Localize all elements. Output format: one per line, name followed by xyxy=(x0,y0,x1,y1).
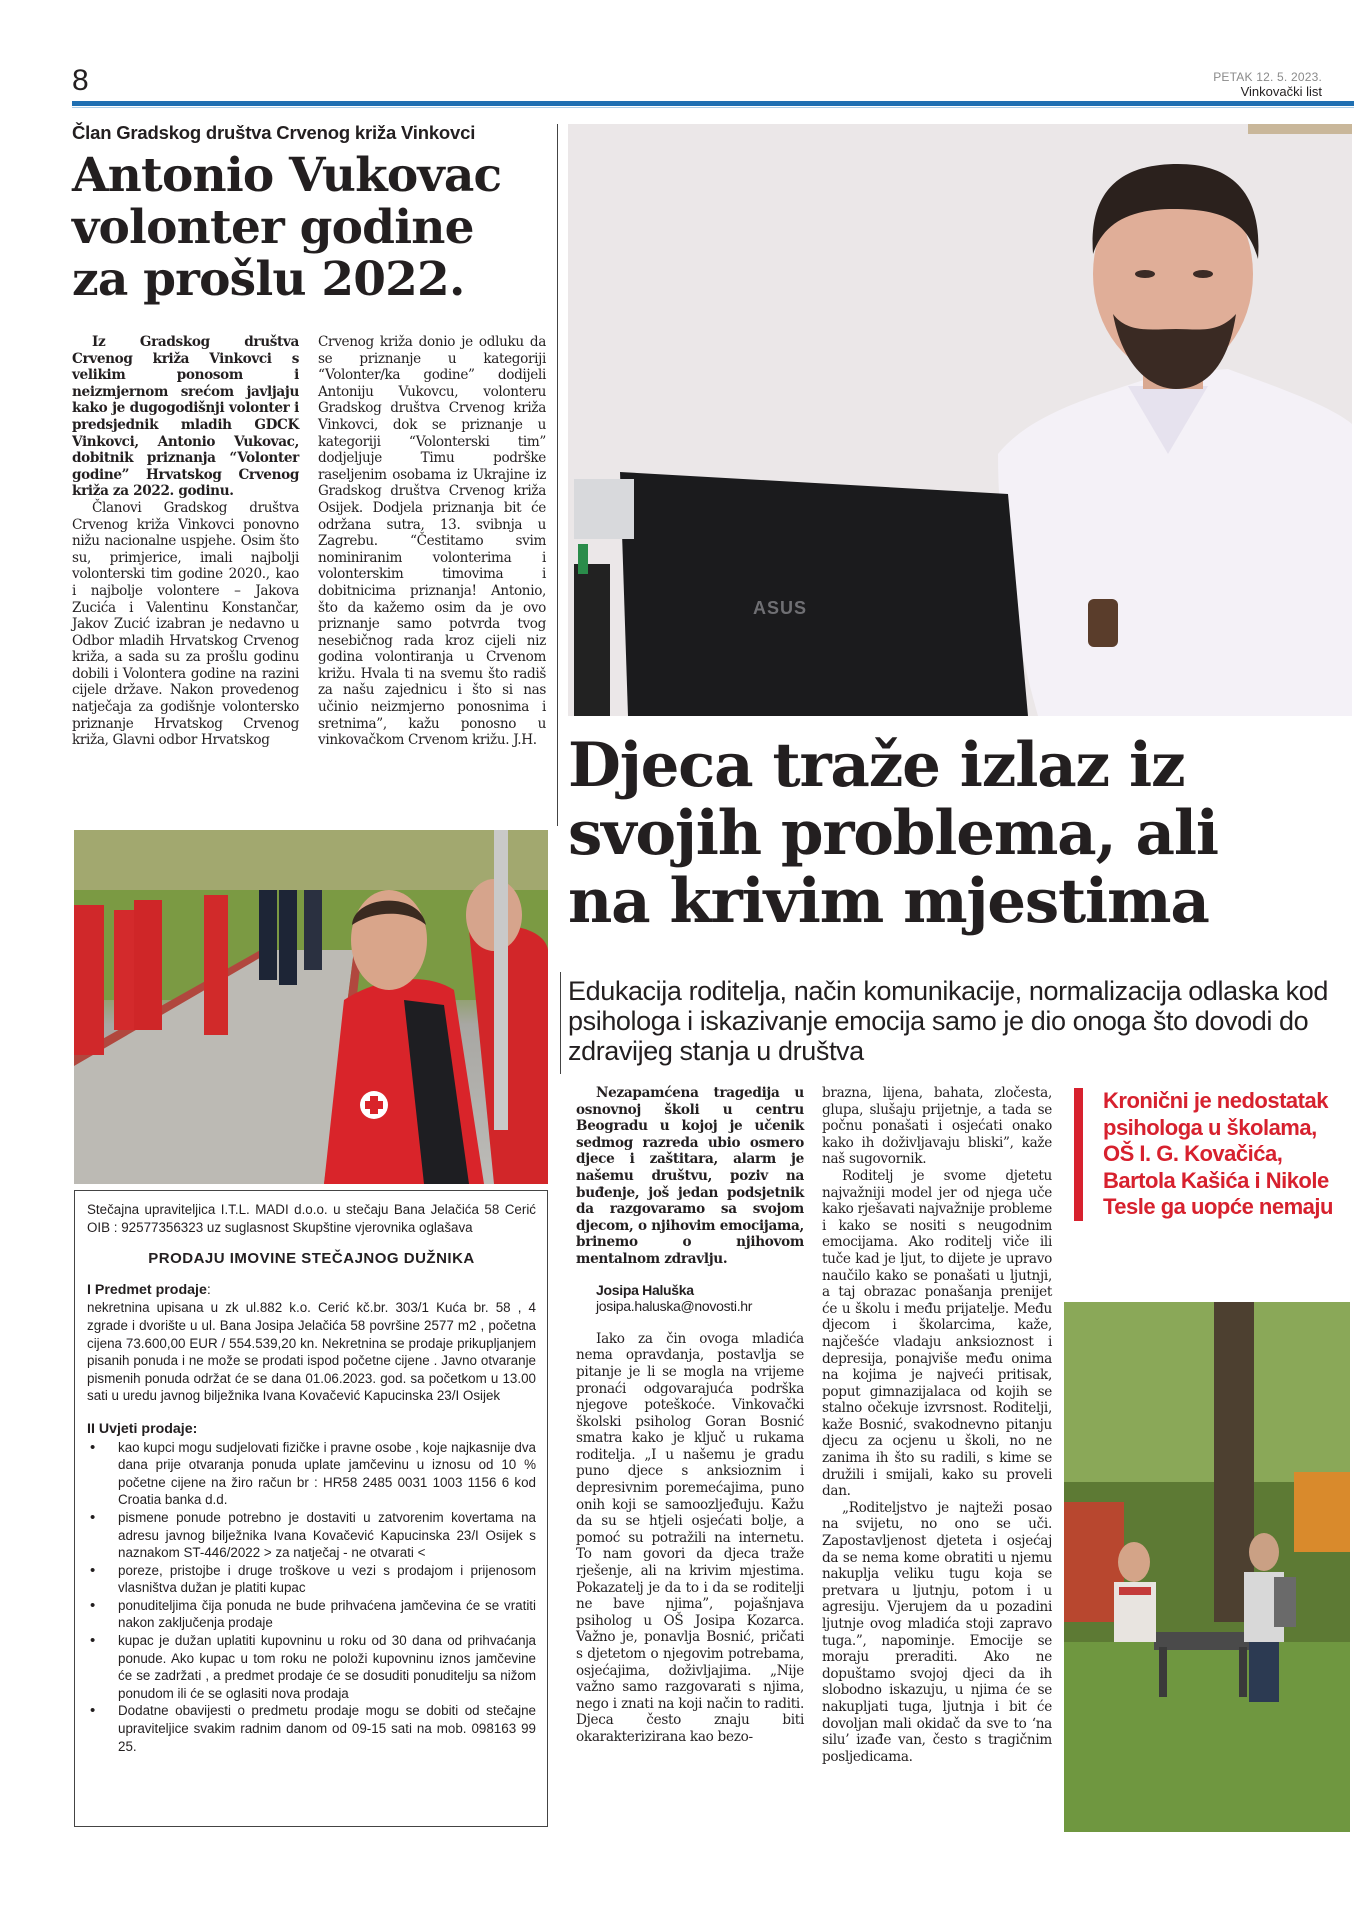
article2-column-2 xyxy=(822,1085,1052,1765)
author-name: Josipa Haluška xyxy=(596,1281,694,1298)
header-rule-thin xyxy=(72,107,1354,108)
headline-line: volonter godine xyxy=(72,200,474,255)
author-email[interactable]: josipa.haluska@novosti.hr xyxy=(596,1298,753,1315)
ad-conditions-list xyxy=(87,1439,536,1756)
svg-text:ASUS: ASUS xyxy=(753,598,808,618)
publication-name: Vinkovački list xyxy=(1240,84,1322,99)
park-photo xyxy=(1064,1302,1350,1832)
ad-section2-title: II Uvjeti prodaje: xyxy=(87,1420,198,1437)
ad-condition-item: • poreze, pristojbe i druge troškove u vezi s prodajom i prijenosom vlasništva dužan je platiti kupac xyxy=(87,1562,536,1597)
article2-lead: Nezapamćena tragedija u osnovnoj školi u centru Beogradu u kojoj je učenik sedmog razreda ubio osmero djece i zaštitara, alarm je našemu društvu, poziv na buđenje, još jedan podsjetnik da razgovaramo sa svojom djecom, o njihovim emocijama, brinemo o njihovom mentalnom zdravlju. xyxy=(576,1085,804,1267)
article1-column-1 xyxy=(72,334,299,749)
headline-line: Djeca traže izlaz iz xyxy=(568,730,1185,801)
volunteers-photo xyxy=(74,830,548,1184)
ad-condition-item: • kao kupci mogu sudjelovati fizičke i pravne osobe , koje najkasnije dva dana prije otvaranja ponuda uplate jamčevinu u iznosu od 10 % početne cijene na žiro račun br : HR58 2485 0031 1003 1156 6 kod Croatia banka d.d. xyxy=(87,1439,536,1509)
article1-paragraph: Crvenog križa donio je odluku da se priznanje u kategoriji “Volonter/ka godine” dodijeli Antoniju Vukovcu, volonteru Gradskog društva Crvenog križa Vinkovci, dok se priznanje u kategoriji “Volonterski tim” dodjeljuje Timu podrške raseljenim osobama iz Ukrajine iz Gradskog društva Crvenog križa Osijek. Dodjela priznanja bit će održana sutra, 13. svibnja u Zagrebu. “Čestitamo svim nominiranim volonterima i volonterskim timovima i dobitnicima priznanja! Antonio, što da kažemo osim da je ovo priznanje samo potvrda tvog nesebičnog rada kroz cijeli niz godina volontiranja u Crvenom križu. Hvala ti na svemu što radiš za našu zajednicu i što si nas učinio neizmjerno ponosnima i sretnima”, kažu ponosno u vinkovačkom Crvenom križu. J.H. xyxy=(318,334,546,749)
ad-condition-item: • pismene ponude potrebno je dostaviti u zatvorenim kovertama na adresu javnog bilježnika Ivana Kovačević Kapucinska 23/I Osijek s naznakom ST-446/2022 > za natječaj - ne otvarati < xyxy=(87,1509,536,1562)
park-photo-illustration xyxy=(1064,1302,1350,1832)
article1-headline xyxy=(72,150,562,306)
issue-date: PETAK 12. 5. 2023. xyxy=(1213,70,1322,84)
headline-line: na krivim mjestima xyxy=(568,866,1209,937)
legal-notice-ad xyxy=(74,1190,548,1827)
article1-paragraph: Članovi Gradskog društva Crvenog križa Vinkovci ponovno nižu nacionalne uspjehe. Osim što su, primjerice, imali najbolji volonterski tim godine 2020., kao i najbolje volontere – Jakova Zucića i Valentinu Konstančar, Jakov Zucić izabran je nedavno u Odbor mladih Hrvatskog Crvenog križa, a sada su za prošlu godinu dobili i Volontera godine na razini cijele države. Nakon provedenog natječaja za godišnje volontersko priznanje Hrvatskog Crvenog križa, Glavni odbor Hrvatskog xyxy=(72,499,299,749)
headline-line: svojih problema, ali xyxy=(568,798,1218,869)
portrait-photo xyxy=(568,124,1352,716)
headline-line: za prošlu 2022. xyxy=(72,252,465,307)
article2-subheadline: Edukacija roditelja, način komunikacije, normalizacija odlaska kod psihologa i iskazivanje emocija samo je dio onoga što dovodi do zdravijeg stanja u društva xyxy=(568,976,1329,1066)
ad-section1-text: nekretnina upisana u zk ul.882 k.o. Cerić kč.br. 303/1 Kuća br. 58 , 4 zgrade i dvorište u ul. Bana Josipa Jelačića 58 površine 2577 m2 , početna cijena 73.600,00 EUR / 554.539,20 kn. Nekretnina se prodaje prikupljanjem pisanih ponuda i ne može se prodati ispod početne cijene . Javno otvaranje pismenih ponuda održat će se dana 01.06.2023. god. sa početkom u 13.00 sati u uredu javnog bilježnika Ivana Kovačević Kapucinska 23/I Osijek xyxy=(87,1300,536,1404)
article1-column-2 xyxy=(318,334,546,749)
ad-condition-item: • Dodatne obavijesti o predmetu prodaje mogu se dobiti od stečajne upraviteljice svakim radnim danom od 09-15 sati na mob. 098163 99 25. xyxy=(87,1702,536,1755)
ad-section1-title xyxy=(87,1282,536,1300)
article1-kicker: Član Gradskog društva Crvenog križa Vinkovci xyxy=(72,122,476,143)
headline-line: Antonio Vukovac xyxy=(72,148,502,203)
masthead-info xyxy=(1213,70,1322,100)
ad-condition-item: • kupac je dužan uplatiti kupovninu u roku od 30 dana od prihvaćanja ponude. Ako kupac u tom roku ne položi kupovninu iznos jamčevine će se zadržati , a predmet prodaje će se dosuditi ponuditelju sa nižom ponudom ili će se oglasiti nova prodaja xyxy=(87,1632,536,1702)
article2-headline xyxy=(568,732,1354,936)
header-rule xyxy=(72,101,1354,106)
article2-paragraph: brazna, lijena, bahata, zločesta, glupa, slušaju prijetnje, a tada se počnu ponašati i osjećati onako kako ih doživljavaju bliski”, kaže naš sugovornik. xyxy=(822,1085,1052,1168)
ad-title: PRODAJU IMOVINE STEČAJNOG DUŽNIKA xyxy=(148,1250,475,1268)
volunteers-photo-illustration xyxy=(74,830,548,1184)
portrait-photo-illustration xyxy=(568,124,1352,716)
article1-lead: Iz Gradskog društva Crvenog križa Vinkovci s velikim ponosom i neizmjernom srećom javljaju kako je dugogodišnji volonter i predsjednik mladih GDCK Vinkovci, Antonio Vukovac, dobitnik priznanja “Volonter godine” Hrvatskog Crvenog križa za 2022. godinu. xyxy=(72,334,299,500)
ad-intro: Stečajna upraviteljica I.T.L. MADI d.o.o. u stečaju Bana Jelačića 58 Cerić OIB : 92577356323 uz suglasnost Skupštine vjerovnika oglašava xyxy=(87,1202,536,1235)
ad-section1-title-text: I Predmet prodaje xyxy=(87,1281,207,1298)
ad-condition-item: • ponuditeljima čija ponuda ne bude prihvaćena jamčevina će se vratiti nakon zaključenja prodaje xyxy=(87,1597,536,1632)
article2-paragraph: Iako za čin ovoga mladića nema opravdanja, postavlja se pitanje je li se mogla na vrijeme pronaći odgovarajuća podrška njegove poteškoće. Vinkovački školski psiholog Goran Bosnić smatra kako je ključ u rukama roditelja. „I u našemu je gradu puno djece s anksioznim i depresivnim poremećajima, puno onih koji se samoozljeđuju. Kažu da su se htjeli osjećati bolje, a pomoć su potražili na internetu. To nam govori da djeca traže rješenje, ali na krivim mjestima. Pokazatelj je da to i da se roditelji ne bave njima”, pojašnjava psiholog u OŠ Josipa Kozarca. Važno je, ponavlja Bosnić, pričati s djetetom o njegovim potrebama, osjećajima, doživljajima. „Nije važno samo razgovarati s njima, nego i znati na koji način to raditi. Djeca često znaju biti okarakterizirana kao bezo- xyxy=(576,1330,804,1745)
ad-section1-colon: : xyxy=(206,1281,211,1298)
subhead-divider xyxy=(560,972,561,1074)
pull-quote: Kronični je nedostatak psihologa u školama, OŠ I. G. Kovačića, Bartola Kašića i Nikole Tesle ga uopće nemaju xyxy=(1074,1088,1344,1221)
article2-paragraph: Roditelj je svome djetetu najvažniji model jer od njega uče kako rješavati najvažnije probleme i kako se nositi s neugodnim emocijama. Ako roditelj viče ili tuče kad je ljut, to dijete je upravo naučilo kako se ponašati u ljutnji, a taj obrazac ponašanja prenijet će u školu i među prijatelje. Među djecom i školarcima, kaže, najčešće vladaju anksioznost i depresija, ponajviše među onima na kojima je najveći pritisak, poput gimnazijalaca od kojih se stalno očekuje izvrsnost. Roditelji, kaže Bosnić, svakodnevno pitanju djecu za ocjenu u školi, no ne zanima ih što su radili, s kime se družili i smijali, kako su proveli dan. xyxy=(822,1167,1052,1500)
article2-column-1 xyxy=(576,1085,804,1746)
article2-paragraph: „Roditeljstvo je najteži posao na svijetu, no ono se uči. Zapostavljenost djeteta i osjećaj da se nema kome obratiti u njemu nakuplja veliku tugu koja se pretvara u ljutnju, potom i u agresiju. Vjerujem da u pozadini ljutnje ovog mladića stoji zapravo tuga.”, napominje. Emocije se moraju preraditi. Ako ne dopuštamo svojoj djeci da ih slobodno iskazuju, u njima će se nakupljati tuga, ljutnja i bit će dovoljan mali okidač da sve to ‘na silu’ izađe van, često s tragičnim posljedicama. xyxy=(822,1499,1052,1765)
page-number: 8 xyxy=(72,64,89,97)
